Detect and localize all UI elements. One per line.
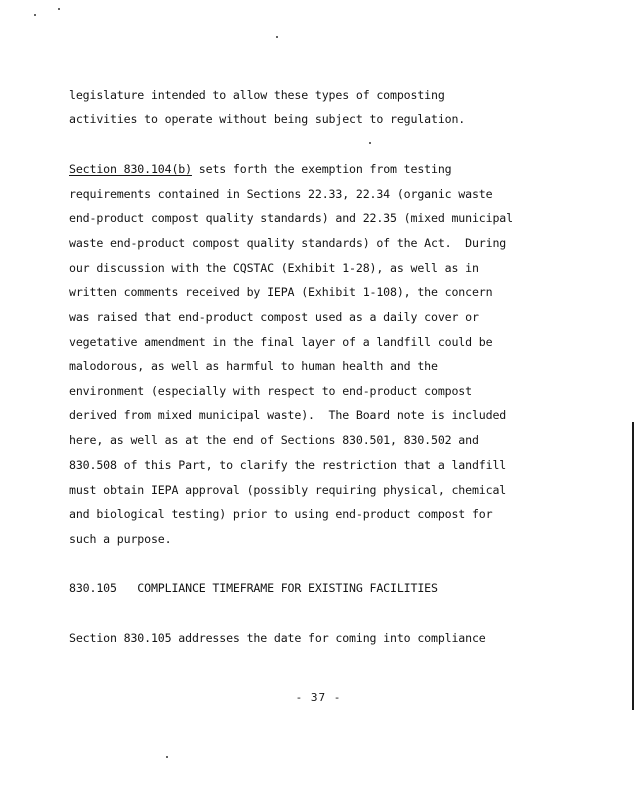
text-line: activities to operate without being subject to regulation.: [69, 112, 466, 126]
text-line: requirements contained in Sections 22.33, 22.34 (organic waste: [69, 187, 493, 201]
section-heading: 830.105 COMPLIANCE TIMEFRAME FOR EXISTING FACILITIES: [69, 581, 438, 595]
scan-speck: [58, 8, 60, 10]
scan-speck: [276, 36, 278, 38]
text-line: malodorous, as well as harmful to human health and the: [69, 359, 438, 373]
text-line: legislature intended to allow these types of composting: [69, 88, 445, 102]
scan-speck: [166, 756, 168, 758]
scan-edge-mark: [632, 422, 634, 710]
text-line: our discussion with the CQSTAC (Exhibit 1-28), as well as in: [69, 261, 479, 275]
text-line: here, as well as at the end of Sections 830.501, 830.502 and: [69, 433, 479, 447]
text-line: and biological testing) prior to using end-product compost for: [69, 507, 493, 521]
text-line: [69, 162, 452, 176]
scan-speck: [369, 142, 371, 144]
text-span: sets forth the exemption from testing: [191, 162, 452, 176]
text-line: end-product compost quality standards) and 22.35 (mixed municipal: [69, 211, 513, 225]
text-line: 830.508 of this Part, to clarify the restriction that a landfill: [69, 458, 507, 472]
text-line: derived from mixed municipal waste). The Board note is included: [69, 408, 507, 422]
text-line: written comments received by IEPA (Exhibit 1-108), the concern: [69, 285, 493, 299]
text-line: must obtain IEPA approval (possibly requiring physical, chemical: [69, 483, 507, 497]
page-number: - 37 -: [295, 691, 342, 704]
section-reference: Section 830.104(b): [69, 162, 192, 176]
text-line: was raised that end-product compost used as a daily cover or: [69, 310, 479, 324]
text-line: waste end-product compost quality standards) of the Act. During: [69, 236, 507, 250]
text-line: Section 830.105 addresses the date for coming into compliance: [69, 631, 486, 645]
text-line: such a purpose.: [69, 532, 172, 546]
text-line: vegetative amendment in the final layer of a landfill could be: [69, 335, 493, 349]
text-line: environment (especially with respect to end-product compost: [69, 384, 472, 398]
scan-speck: [34, 14, 36, 16]
